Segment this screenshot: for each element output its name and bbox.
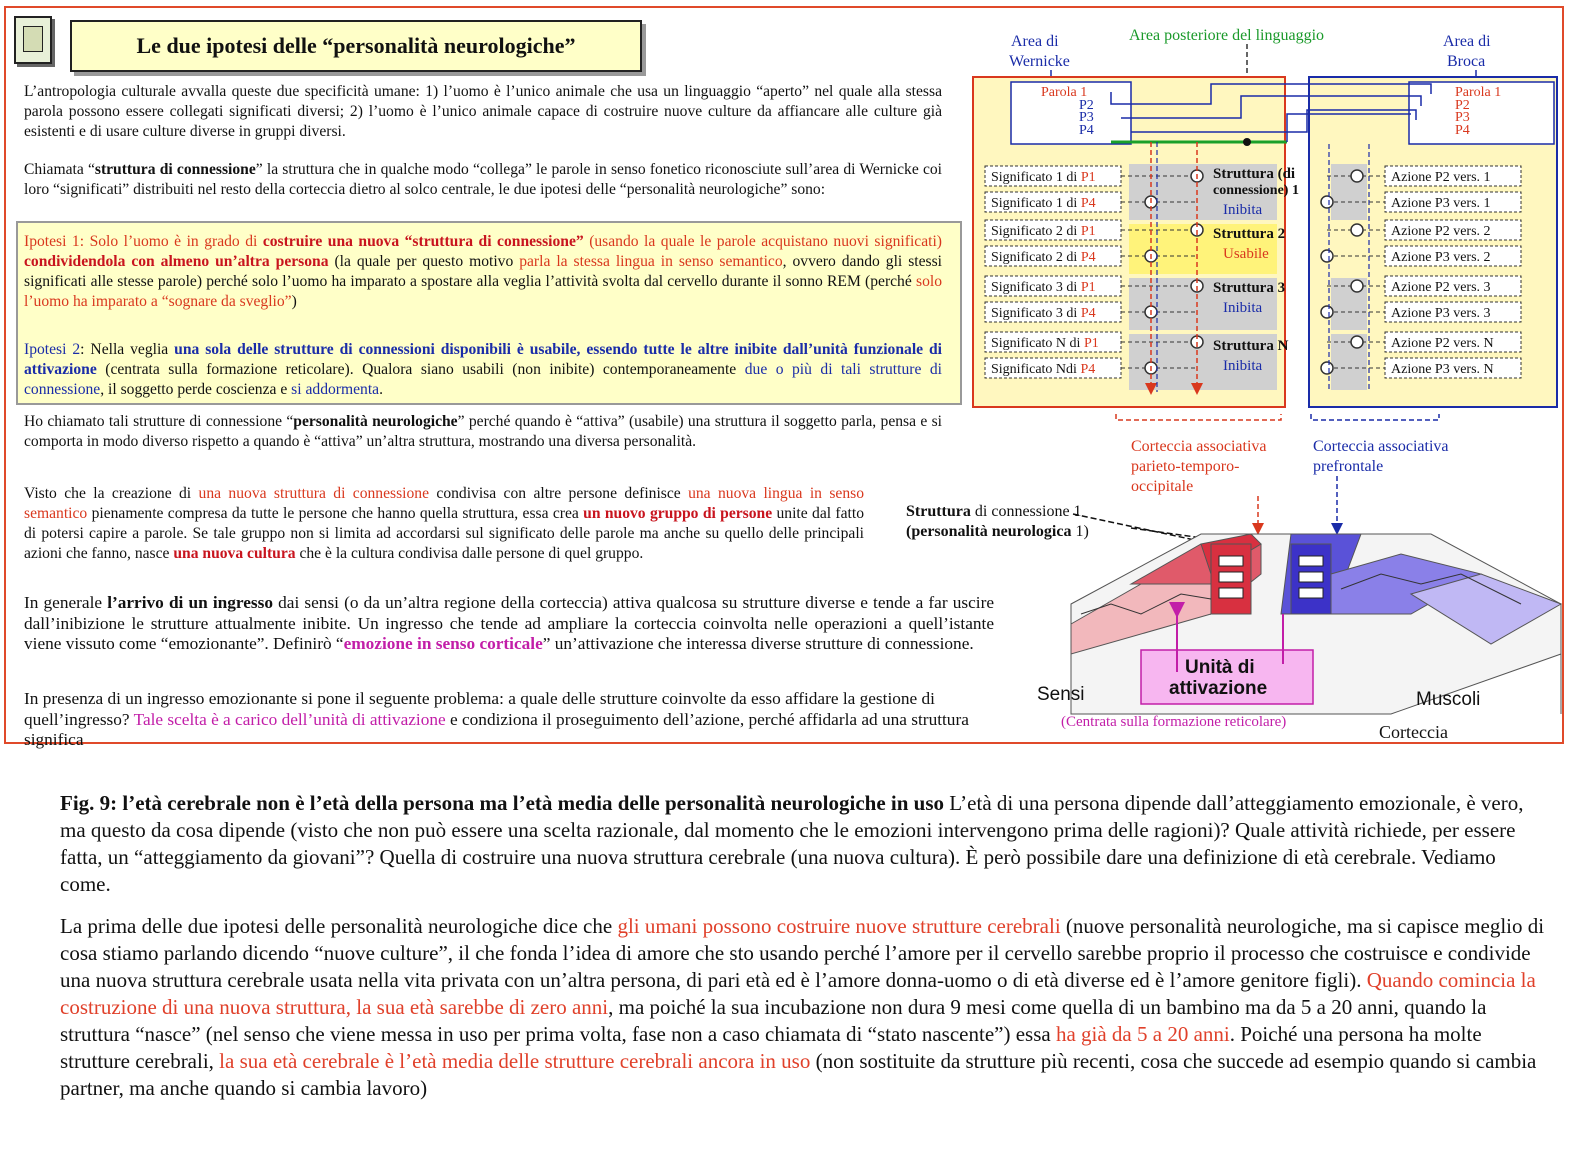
text-run-bold: personalità neurologiche xyxy=(293,413,458,430)
text-run-bold: (personalità neurologica xyxy=(906,523,1072,540)
slide-title-text: Le due ipotesi delle “personalità neurologiche” xyxy=(136,33,576,58)
meaning-label xyxy=(991,306,1096,321)
meaning-label xyxy=(991,196,1096,211)
text-run: . Poiché una persona ha molte strutture cerebrali, xyxy=(60,1022,1482,1073)
structure-name xyxy=(1213,226,1285,242)
text-run-bold: costruire una nuova “struttura di connessione” xyxy=(262,233,584,250)
svg-text:Struttura di connessione 1 xyxy=(906,503,1082,520)
meaning-label xyxy=(991,170,1096,185)
text-run: Solo l’uomo è in grado di xyxy=(89,233,263,250)
label-wernicke-line2: Wernicke xyxy=(1009,53,1070,70)
text-run: due o più di tali strutture di connessione xyxy=(24,361,942,398)
text-run: , ma poiché la sua incubazione non dura 9 mesi come quella di un bambino ma da 5 a 20 anni, quando la struttura “nasce” (nel senso che viene messa in uso per prima volta, fase non a caso chiamata di “stato nascente”) essa xyxy=(60,995,1487,1046)
synapse-node xyxy=(1351,224,1363,236)
word-left: Parola 1 xyxy=(1041,85,1088,100)
structure-status: Inibita xyxy=(1223,358,1263,374)
text-run: (la quale per questo motivo xyxy=(328,253,520,270)
action-label: Azione P2 vers. N xyxy=(1391,336,1494,351)
paragraph-emotion xyxy=(24,593,994,655)
structure-status: Usabile xyxy=(1223,246,1269,262)
text-run: , il soggetto perde coscienza e xyxy=(100,381,292,398)
text-run: In presenza di un ingresso emozionante si pone il seguente problema: a quale delle strutture coinvolte da esso affidare la gestione di quell’ingresso? xyxy=(24,689,935,729)
text-run-bold: un nuovo gruppo di persone xyxy=(583,505,773,522)
text-run: Chiamata “ xyxy=(24,161,95,178)
text-run: Ho chiamato tali strutture di connessione “ xyxy=(24,413,294,430)
text-run: Tale scelta è a carico dell’unità di attivazione xyxy=(133,709,446,729)
document-icon xyxy=(14,16,52,64)
text-run: (centrata sulla formazione reticolare). Qualora siano usabili (non inibite) contemporaneamente xyxy=(96,361,745,378)
structure-name-line2: connessione) 1 xyxy=(1213,183,1299,198)
text-run: solo l’uomo ha imparato a “sognare da sveglio” xyxy=(24,273,942,310)
label-muscoli: Muscoli xyxy=(1416,689,1481,710)
text-run-highlight: gli umani possono costruire nuove strutture cerebrali xyxy=(617,914,1061,938)
text-run: unite dal fatto di potersi capire a parole. Se tale gruppo non si limita ad accordarsi sul significato delle parole ma anche su quello delle principali azioni che fanno, nasce xyxy=(24,505,864,562)
meaning-word: P4 xyxy=(1080,196,1096,211)
label-line: parieto-temporo- xyxy=(1131,458,1240,475)
meaning-label xyxy=(991,250,1096,265)
text-run: si addormenta xyxy=(291,381,380,398)
text-run: In generale xyxy=(24,593,108,612)
text-run: La prima delle due ipotesi delle personalità neurologiche dice che xyxy=(60,914,618,938)
meaning-word: P4 xyxy=(1080,306,1096,321)
structure-name-text: Struttura xyxy=(1213,166,1274,182)
text-run: . xyxy=(379,381,383,398)
text-run: 1) xyxy=(1071,523,1089,540)
paragraph-anthropology xyxy=(24,82,942,142)
text-run: pienamente compresa da tutte le persone che hanno quella struttura, essa crea xyxy=(87,505,584,522)
word-right: P3 xyxy=(1455,110,1470,125)
text-run-bold: condividendola con almeno un’altra persona xyxy=(24,253,329,270)
text-run: (nuove personalità neurologiche, ma si capisce meglio di cosa stiamo parlando dicendo “nuove culture”, il che fonda l’idea di amore che sto usando perché l’amore per il cervello sarebbe proprio il processo che costruisce e condivide una nuova struttura cerebrale usata nella vita privata con un’altra persona, di pari età ed è l’amore donna-uomo o di età diverse ed è l’amore genitore figli). xyxy=(60,914,1545,992)
label-broca-line1: Area di xyxy=(1443,33,1491,50)
meaning-text: Significato N di xyxy=(991,336,1084,351)
text-run: (non sostituite da strutture più recenti, cosa che succede ad esempio quando si cambia partner, ma anche quando si cambia lavoro) xyxy=(60,1049,1537,1100)
text-run: ” un’attivazione che interessa diverse strutture di connessione. xyxy=(542,634,974,653)
slide-figure xyxy=(4,6,1564,749)
text-run-bold: una sola delle strutture di connessioni disponibili è usabile, essendo tutte le altre inibite dall’unità funzionale di attivazione xyxy=(24,341,943,378)
text-run: dai sensi (o da un’altra regione della corteccia) attiva qualcosa su strutture diverse e tende a far uscire dall’inibizione le strutture attualmente inibite. Un ingresso che tende ad ampliare la corteccia coinvolta nelle operazioni a quell’istante viene vissuto come “emozionante”. Definirò “ xyxy=(24,593,995,653)
synapse-node xyxy=(1321,196,1333,208)
meaning-word: P1 xyxy=(1080,170,1096,185)
body-paragraph xyxy=(60,913,1550,1102)
text-run: : Nella veglia xyxy=(80,341,175,358)
structure-name xyxy=(1213,166,1295,182)
text-run: e condiziona il proseguimento dell’azione, perché affidarla ad una struttura significa xyxy=(24,709,969,749)
paragraph-personalities xyxy=(24,412,942,452)
hypothesis-1 xyxy=(24,232,942,312)
figure-caption-title: Fig. 9: l’età cerebrale non è l’età della persona ma l’età media delle personalità neurologiche in uso xyxy=(60,791,945,815)
label-area-posteriore: Area posteriore del linguaggio xyxy=(1129,27,1325,44)
text-run: una nuova struttura di connessione xyxy=(198,485,430,502)
meaning-text: Significato 1 di xyxy=(991,170,1081,185)
action-label: Azione P2 vers. 2 xyxy=(1391,224,1491,239)
text-run: una nuova lingua in senso semantico xyxy=(24,485,864,522)
hypothesis-2-label: Ipotesi 2 xyxy=(24,341,81,358)
text-run: (usando la quale le parole acquistano nuovi significati) xyxy=(583,233,942,250)
meaning-label xyxy=(991,336,1099,351)
word-right: Parola 1 xyxy=(1455,85,1502,100)
action-label: Azione P3 vers. 1 xyxy=(1391,196,1491,211)
structure-name xyxy=(1213,280,1285,296)
action-label: Azione P3 vers. 2 xyxy=(1391,250,1491,265)
meaning-word: P1 xyxy=(1080,280,1096,295)
label-broca-line2: Broca xyxy=(1447,53,1486,70)
text-run: ” perché quando è “attiva” (usabile) una struttura il soggetto parla, pensa e si comporta in modo diverso rispetto a quando è “attiva” un’altra struttura, mostrando una diversa personalità. xyxy=(24,413,942,450)
meaning-text: Significato Ndi xyxy=(991,362,1081,377)
synapse-node xyxy=(1321,362,1333,374)
label-line: Corteccia associativa xyxy=(1131,438,1267,455)
meaning-text: Significato 2 di xyxy=(991,250,1081,265)
meaning-label xyxy=(991,280,1096,295)
text-run-bold: l’arrivo di un ingresso xyxy=(107,593,274,612)
synapse-node xyxy=(1321,306,1333,318)
action-label: Azione P3 vers. 3 xyxy=(1391,306,1491,321)
label-broca xyxy=(1443,33,1491,70)
word-left: P4 xyxy=(1079,123,1094,138)
text-run: : xyxy=(79,233,90,250)
text-run-bold: una nuova cultura xyxy=(173,545,296,562)
synapse-node xyxy=(1351,170,1363,182)
meaning-label xyxy=(991,362,1095,377)
paragraph-choice xyxy=(24,689,994,751)
structure-name-text: Struttura 3 xyxy=(1213,280,1286,296)
meaning-text: Significato 3 di xyxy=(991,306,1081,321)
connection-diagram xyxy=(906,14,1566,742)
hypothesis-2 xyxy=(24,340,942,400)
text-run-highlight: la sua età cerebrale è l’età media delle strutture cerebrali ancora in uso xyxy=(219,1049,811,1073)
structure-name-extra: (di xyxy=(1273,166,1296,182)
svg-text:(personalità neurologica 1) xyxy=(906,523,1089,540)
meaning-word: P1 xyxy=(1083,336,1099,351)
paragraph-connection-structure xyxy=(24,160,942,200)
label-sensi: Sensi xyxy=(1037,684,1085,705)
meaning-text: Significato 2 di xyxy=(991,224,1081,239)
meaning-word: P4 xyxy=(1080,362,1096,377)
text-run: , ovvero dando gli stessi significati alle stesse parole) perché solo l’uomo ha imparato a spostare alla veglia l’attività svolta dal cervello durante il sonno REM (perché xyxy=(24,253,942,290)
structure-status: Inibita xyxy=(1223,300,1263,316)
synapse-node xyxy=(1351,336,1363,348)
label-line: Unità di xyxy=(1185,657,1255,678)
text-run-highlight: Quando comincia la costruzione di una nuova struttura, la sua età sarebbe di zero anni xyxy=(60,968,1536,1019)
text-run-bold: struttura di connessione xyxy=(94,161,256,178)
label-wernicke xyxy=(1009,33,1070,70)
text-run: condivisa con altre persone definisce xyxy=(429,485,689,502)
label-line: attivazione xyxy=(1169,678,1268,699)
meaning-text: Significato 1 di xyxy=(991,196,1081,211)
meaning-word: P1 xyxy=(1080,224,1096,239)
paragraph-new-culture xyxy=(24,484,864,564)
text-run-highlight: ha già da 5 a 20 anni xyxy=(1055,1022,1230,1046)
label-wernicke-line1: Area di xyxy=(1011,33,1059,50)
text-run-bold: Struttura xyxy=(906,503,971,520)
synapse-node xyxy=(1321,250,1333,262)
text-run-bold: emozione in senso corticale xyxy=(343,634,543,653)
meaning-label xyxy=(991,224,1096,239)
label-centrata: (Centrata sulla formazione reticolare) xyxy=(1061,714,1287,730)
paragraph-anthropology-text: L’antropologia culturale avvalla queste due specificità umane: 1) l’uomo è l’unico animale che usa un linguaggio “aperto” nel quale alla stessa parola possono essere collegati significati diversi; 2) l’uomo è l’unico animale capace di costruire nuove culture da affiancare alle culture già esistenti e di usare culture diverse in gruppi diversi. xyxy=(24,83,942,140)
action-label: Azione P2 vers. 3 xyxy=(1391,280,1491,295)
action-label: Azione P3 vers. N xyxy=(1391,362,1494,377)
label-line: Corteccia associativa xyxy=(1313,438,1449,455)
slide-title xyxy=(70,20,642,72)
text-run: Visto che la creazione di xyxy=(24,485,199,502)
label-cortex-prefrontal xyxy=(1313,438,1449,475)
text-run: di connessione 1 xyxy=(970,503,1082,520)
text-run: parla la stessa lingua in senso semantico xyxy=(519,253,783,270)
label-cortex-parieto xyxy=(1131,438,1267,495)
figure-caption xyxy=(60,790,1550,898)
label-line: occipitale xyxy=(1131,478,1194,495)
meaning-word: P4 xyxy=(1080,250,1096,265)
structure-name xyxy=(1213,338,1289,354)
action-label: Azione P2 vers. 1 xyxy=(1391,170,1491,185)
text-run: ) xyxy=(291,293,297,310)
text-run: ” la struttura che in qualche modo “collega” le parole in senso fonetico riconosciute sull’area di Wernicke coi loro “significati” distribuiti nel resto della corteccia dietro al solco centrale, le due ipotesi delle “personalità neurologiche” sono: xyxy=(24,161,942,198)
word-right: P4 xyxy=(1455,123,1470,138)
label-corteccia: Corteccia xyxy=(1379,722,1448,742)
word-right: P2 xyxy=(1455,98,1470,113)
label-struttura-note xyxy=(906,503,1089,540)
figure-caption-text: L’età di una persona dipende dall’atteggiamento emozionale, è vero, ma questo da cosa dipende (visto che non può essere una scelta razionale, dal momento che le emozioni intervengono prima delle ragioni)? Quale attività richiede, per essere fatta, un “atteggiamento da giovani”? Quella di costruire una nuova struttura cerebrale (una nuova cultura). È però possibile dare una definizione di età cerebrale. Vediamo come. xyxy=(60,791,1524,896)
word-left: P3 xyxy=(1079,110,1094,125)
structure-name-text: Struttura N xyxy=(1213,338,1289,354)
structure-status: Inibita xyxy=(1223,202,1263,218)
text-run: che è la cultura condivisa dalle persone di quel gruppo. xyxy=(295,545,644,562)
word-left: P2 xyxy=(1079,98,1094,113)
meaning-text: Significato 3 di xyxy=(991,280,1081,295)
label-line: prefrontale xyxy=(1313,458,1384,475)
structure-name-text: Struttura 2 xyxy=(1213,226,1286,242)
synapse-node xyxy=(1351,280,1363,292)
hypothesis-1-label: Ipotesi 1 xyxy=(24,233,80,250)
